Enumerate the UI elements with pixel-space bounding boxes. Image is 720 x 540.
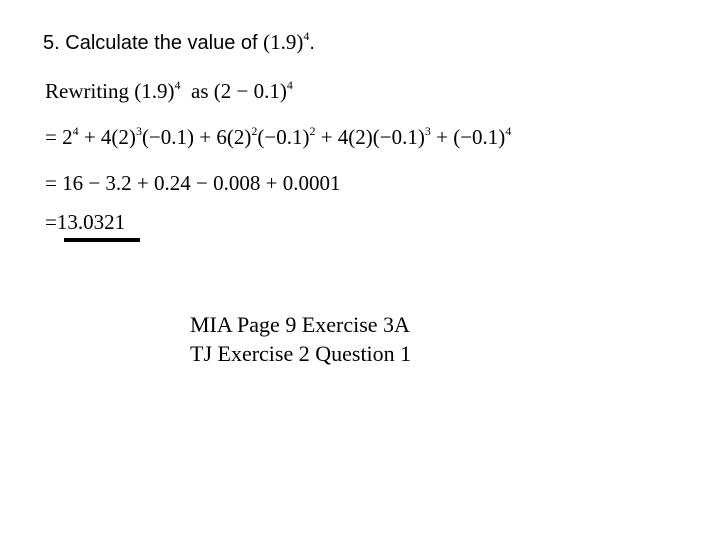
result-underline — [64, 238, 140, 242]
rewrite-power2: 4 — [286, 78, 293, 92]
rewrite-power1: 4 — [174, 78, 181, 92]
rewrite-expr1: (1.9) — [134, 79, 175, 103]
rewrite-line — [45, 78, 293, 103]
expansion-term5-exp: 4 — [505, 124, 512, 138]
rewrite-expr2: (2 − 0.1) — [213, 79, 287, 103]
expansion-term3-exp: 2 — [251, 124, 258, 138]
expansion-term2: + 4(2) — [78, 125, 136, 149]
expansion-term5: + (−0.1) — [430, 125, 506, 149]
terms-line: = 16 − 3.2 + 0.24 − 0.008 + 0.0001 — [45, 171, 341, 195]
rewrite-as: as — [191, 79, 209, 103]
expansion-term4-exp: 3 — [424, 124, 431, 138]
reference-line-1: MIA Page 9 Exercise 3A — [190, 312, 410, 337]
expansion-line — [45, 124, 512, 149]
expansion-term3b-exp: 2 — [309, 124, 316, 138]
result-line — [45, 212, 125, 233]
expansion-eq: = — [45, 125, 57, 149]
question-base: (1.9) — [263, 30, 304, 54]
reference-line-2: TJ Exercise 2 Question 1 — [190, 341, 412, 366]
question-prompt: Calculate the value of — [65, 32, 258, 54]
expansion-term3b: (−0.1) — [257, 125, 310, 149]
result-eq: = — [45, 210, 57, 234]
question-end: . — [309, 32, 315, 54]
rewrite-word: Rewriting — [45, 79, 129, 103]
expansion-term2-exp: 3 — [135, 124, 142, 138]
expansion-term1: 2 — [62, 125, 73, 149]
question-line — [43, 29, 315, 54]
question-power: 4 — [303, 29, 310, 43]
expansion-term1-exp: 4 — [72, 124, 79, 138]
result-value: 13.0321 — [56, 210, 126, 234]
expansion-term4: + 4(2)(−0.1) — [315, 125, 425, 149]
question-number: 5. — [43, 32, 60, 54]
expansion-term2b: (−0.1) + 6(2) — [141, 125, 252, 149]
